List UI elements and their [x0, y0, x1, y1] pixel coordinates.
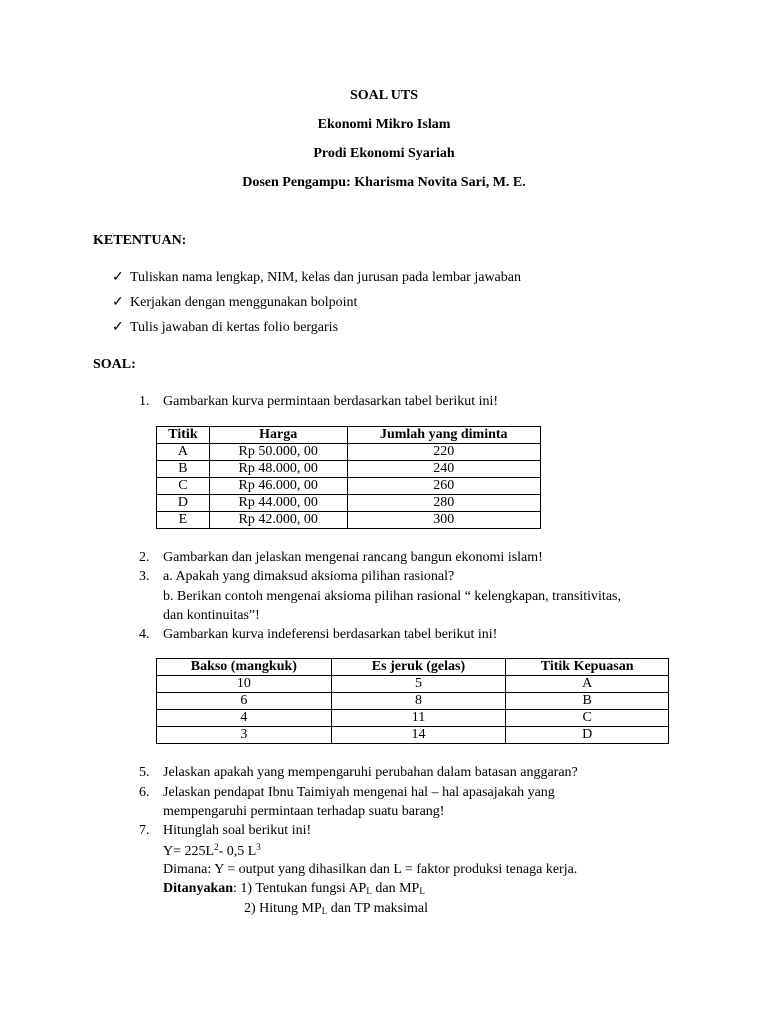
table-cell: B	[157, 461, 210, 478]
q3-part-a: a. Apakah yang dimaksud aksioma pilihan rasional?	[163, 569, 455, 584]
table-row	[157, 495, 541, 512]
ketentuan-item-text: Kerjakan dengan menggunakan bolpoint	[130, 295, 358, 310]
q5-text: Jelaskan apakah yang mempengaruhi perubahan dalam batasan anggaran?	[163, 765, 578, 780]
subscript: L	[321, 906, 328, 916]
table-cell: 300	[347, 512, 540, 529]
table-cell: Rp 50.000, 00	[209, 444, 347, 461]
table-cell: 280	[347, 495, 540, 512]
table-row	[157, 676, 669, 693]
q6-text: Jelaskan pendapat Ibnu Taimiyah mengenai hal – hal apasajakah yang	[163, 785, 555, 800]
table-header-cell: Es jeruk (gelas)	[331, 659, 506, 676]
q3-part-b-cont: dan kontinuitas”!	[163, 608, 260, 623]
table-row	[157, 461, 541, 478]
ditanyakan-text: : 1) Tentukan fungsi AP	[233, 881, 367, 896]
equation-part: Y= 225L	[163, 844, 215, 859]
soal-heading: SOAL:	[93, 357, 136, 372]
table-header-cell: Bakso (mangkuk)	[157, 659, 332, 676]
table-header-cell: Harga	[209, 427, 347, 444]
table-row	[157, 444, 541, 461]
q7-ditanyakan	[163, 881, 425, 897]
table-cell: 240	[347, 461, 540, 478]
ketentuan-item-text: Tulis jawaban di kertas folio bergaris	[130, 320, 339, 335]
course-name: Ekonomi Mikro Islam	[317, 117, 451, 132]
q6-number: 6.	[139, 785, 150, 800]
q7-item-2	[244, 901, 428, 917]
q5-number: 5.	[139, 765, 150, 780]
q7-number: 7.	[139, 823, 150, 838]
q1-number: 1.	[139, 394, 150, 409]
q1-text: Gambarkan kurva permintaan berdasarkan tabel berikut ini!	[163, 394, 499, 409]
equation-part: - 0,5 L	[218, 844, 257, 859]
table-cell: D	[506, 727, 669, 744]
subscript: L	[419, 886, 425, 896]
q2-number: 2.	[139, 550, 150, 565]
q3-part-b: b. Berikan contoh mengenai aksioma pilihan rasional “ kelengkapan, transitivitas,	[163, 589, 621, 604]
ketentuan-heading: KETENTUAN:	[93, 233, 187, 248]
lecturer-name: Dosen Pengampu: Kharisma Novita Sari, M. E.	[242, 175, 526, 190]
table-header-cell: Titik	[157, 427, 210, 444]
table-header-cell: Titik Kepuasan	[506, 659, 669, 676]
table-cell: C	[157, 478, 210, 495]
table-cell: Rp 48.000, 00	[209, 461, 347, 478]
q7-dimana: Dimana: Y = output yang dihasilkan dan L = faktor produksi tenaga kerja.	[163, 862, 578, 877]
table-cell: 260	[347, 478, 540, 495]
ditanyakan-text: dan MP	[371, 881, 420, 896]
table-cell: 3	[157, 727, 332, 744]
table-row	[157, 512, 541, 529]
table-cell: 6	[157, 693, 332, 710]
table-cell: 5	[331, 676, 506, 693]
table-cell: A	[157, 444, 210, 461]
ketentuan-item-3	[112, 319, 338, 336]
ketentuan-item-text: Tuliskan nama lengkap, NIM, kelas dan jurusan pada lembar jawaban	[130, 270, 521, 285]
table-cell: 4	[157, 710, 332, 727]
demand-table	[156, 426, 541, 529]
ketentuan-item-2	[112, 294, 357, 311]
table-row	[157, 478, 541, 495]
q7-equation	[163, 842, 261, 860]
table-cell: 10	[157, 676, 332, 693]
table-cell: A	[506, 676, 669, 693]
q2-text: Gambarkan dan jelaskan mengenai rancang bangun ekonomi islam!	[163, 550, 543, 565]
subscript: L	[366, 886, 372, 896]
checkmark-icon: ✓	[112, 320, 124, 335]
table-header-cell: Jumlah yang diminta	[347, 427, 540, 444]
ditanyakan-label: Ditanyakan	[163, 881, 234, 896]
table-cell: 220	[347, 444, 540, 461]
table-cell: B	[506, 693, 669, 710]
table-cell: E	[157, 512, 210, 529]
q4-text: Gambarkan kurva indeferensi berdasarkan tabel berikut ini!	[163, 627, 498, 642]
q6-text-cont: mempengaruhi permintaan terhadap suatu barang!	[163, 804, 445, 819]
q4-number: 4.	[139, 627, 150, 642]
table-cell: Rp 46.000, 00	[209, 478, 347, 495]
item-text: dan TP maksimal	[327, 901, 429, 916]
item-text: 2) Hitung MP	[244, 901, 322, 916]
exponent: 3	[256, 842, 261, 852]
q7-text: Hitunglah soal berikut ini!	[163, 823, 312, 838]
indifference-table	[156, 658, 669, 744]
table-cell: 11	[331, 710, 506, 727]
table-cell: C	[506, 710, 669, 727]
table-cell: D	[157, 495, 210, 512]
table-row	[157, 710, 669, 727]
exponent: 2	[214, 842, 219, 852]
title-soal-uts: SOAL UTS	[349, 88, 419, 103]
table-header-row	[157, 427, 541, 444]
table-row	[157, 693, 669, 710]
table-cell: 8	[331, 693, 506, 710]
checkmark-icon: ✓	[112, 295, 124, 310]
table-row	[157, 727, 669, 744]
table-cell: 14	[331, 727, 506, 744]
checkmark-icon: ✓	[112, 270, 124, 285]
table-cell: Rp 44.000, 00	[209, 495, 347, 512]
table-header-row	[157, 659, 669, 676]
ketentuan-item-1	[112, 269, 521, 286]
q3-number: 3.	[139, 569, 150, 584]
program-name: Prodi Ekonomi Syariah	[313, 146, 455, 161]
table-cell: Rp 42.000, 00	[209, 512, 347, 529]
